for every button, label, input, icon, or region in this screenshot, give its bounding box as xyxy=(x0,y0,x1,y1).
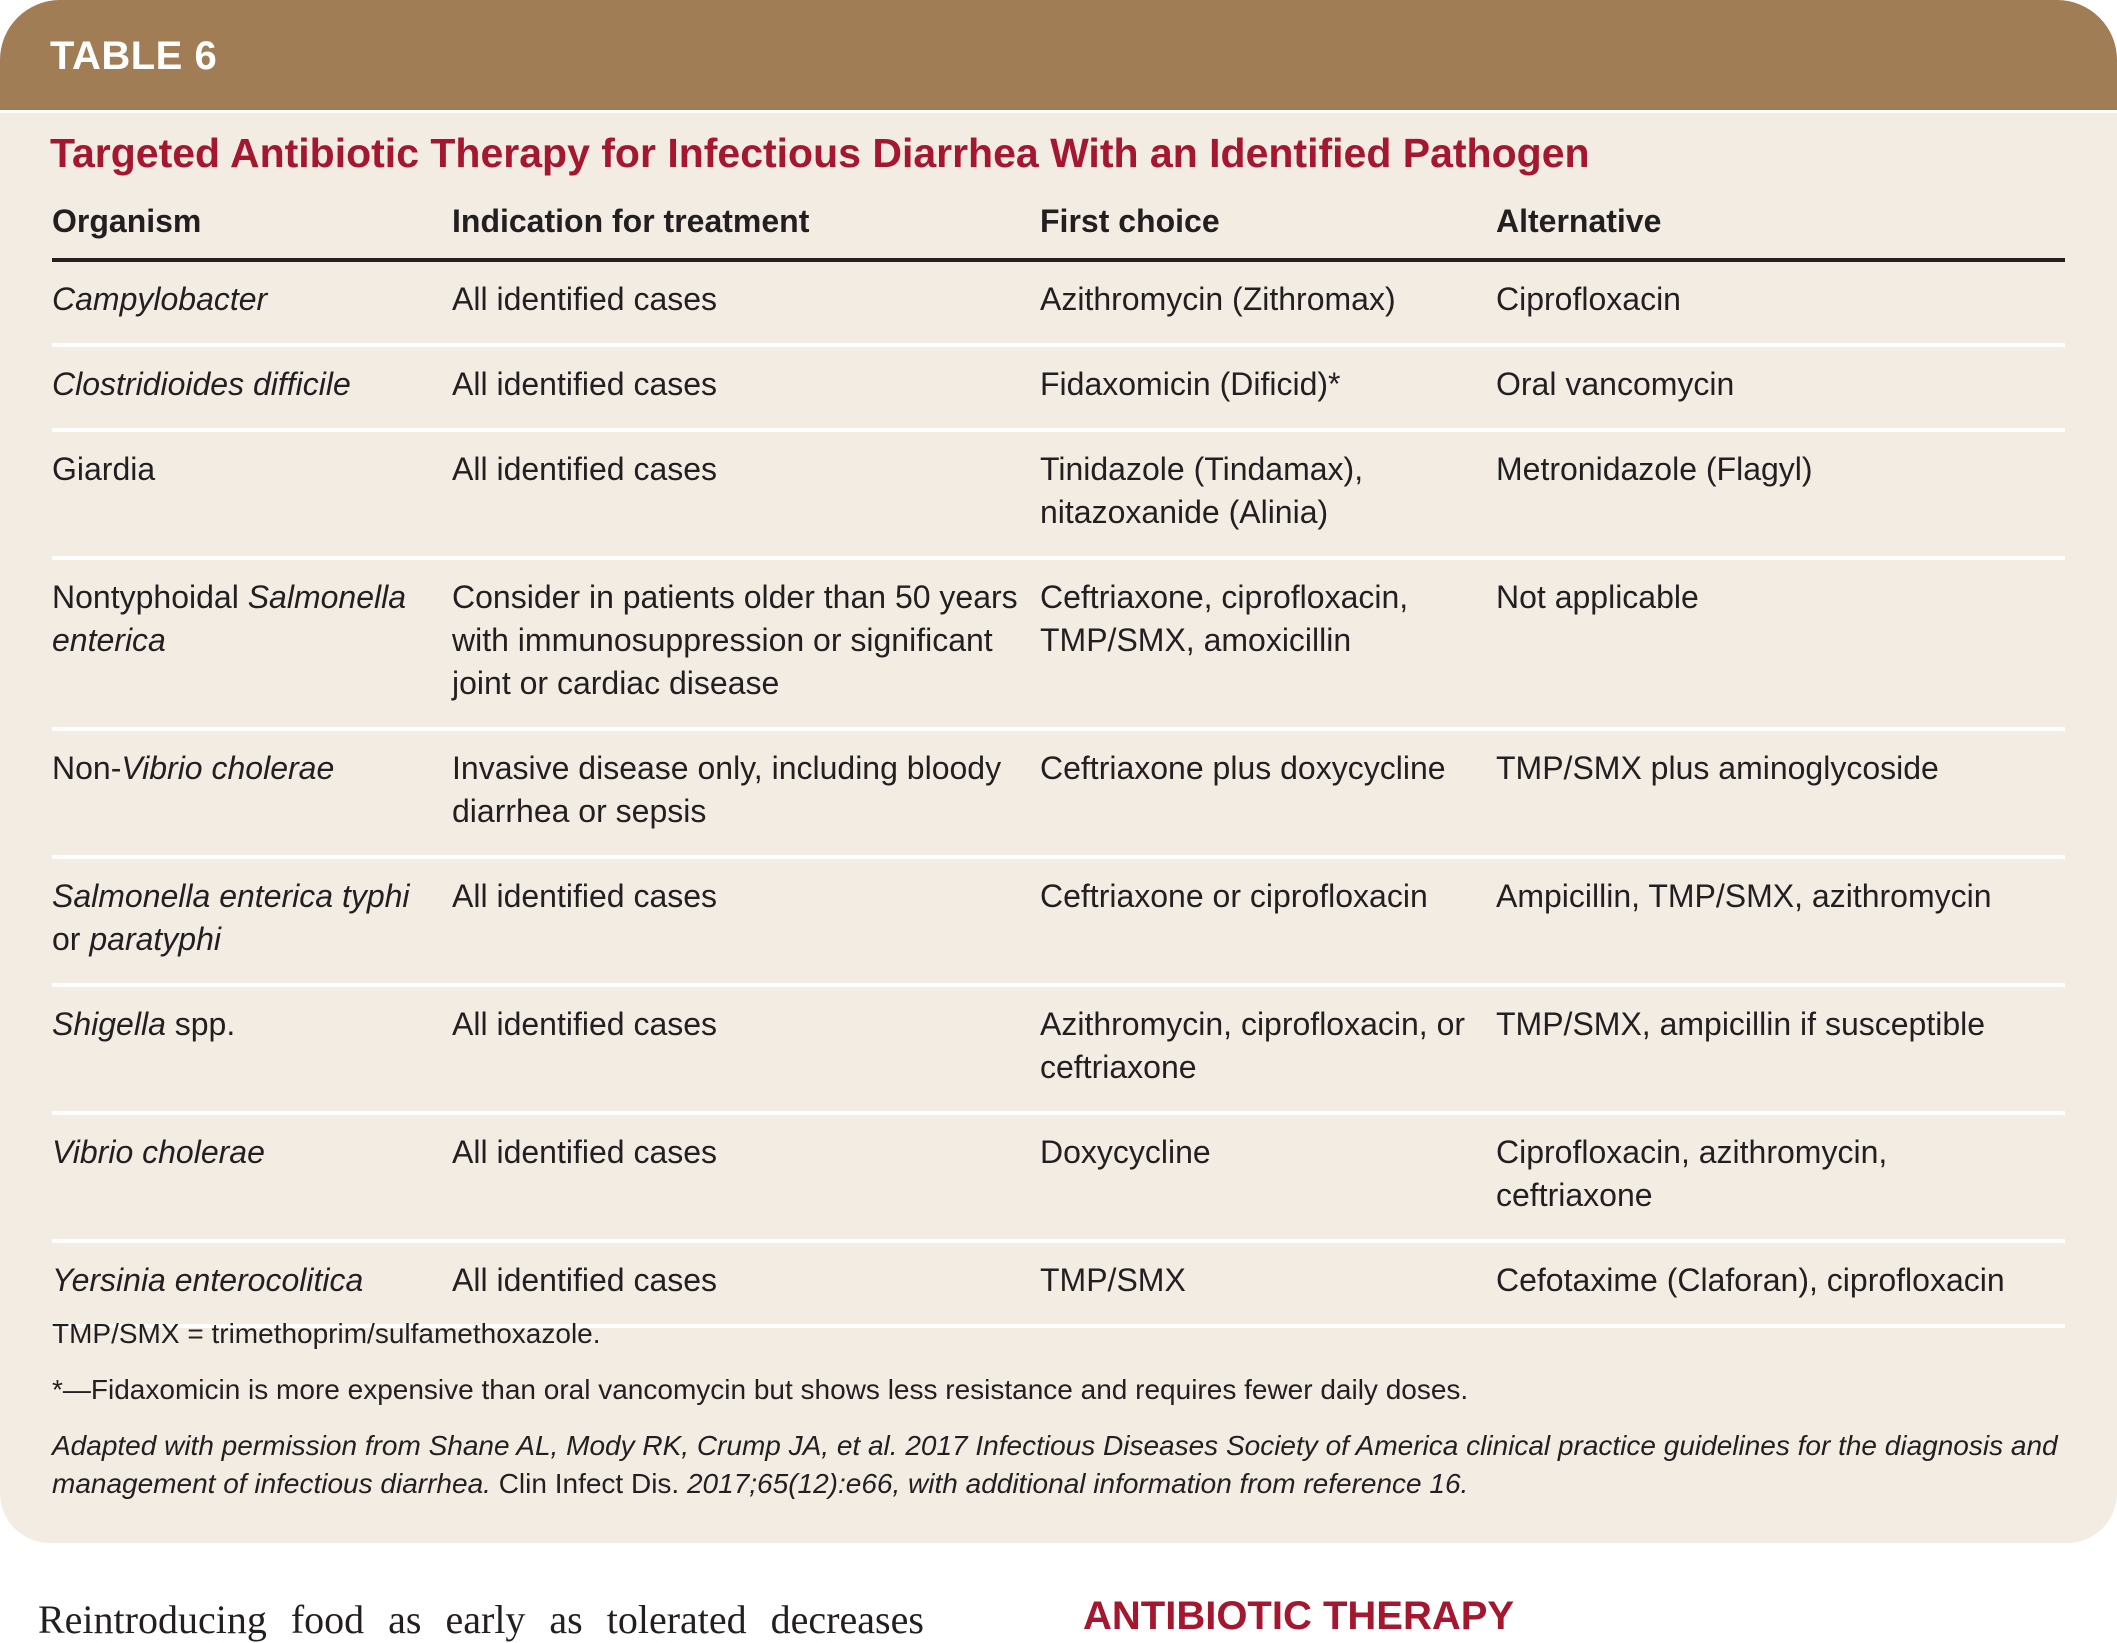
cell-first-choice: Azithromycin (Zithromax) xyxy=(1040,260,1496,345)
table-row xyxy=(52,1241,2065,1326)
organism-name-part: spp. xyxy=(165,1006,236,1042)
cell-alternative: Not applicable xyxy=(1496,558,2065,729)
table-title: Targeted Antibiotic Therapy for Infectious Diarrhea With an Identified Pathogen xyxy=(50,130,1590,176)
cell-first-choice: Tinidazole (Tindamax), nitazoxanide (Alinia) xyxy=(1040,430,1496,558)
cell-first-choice: Ceftriaxone or ciprofloxacin xyxy=(1040,857,1496,985)
cell-indication: Consider in patients older than 50 years with immunosuppression or significant joint or cardiac disease xyxy=(452,558,1040,729)
cell-alternative: Cefotaxime (Claforan), ciprofloxacin xyxy=(1496,1241,2065,1326)
organism-name-part: Non- xyxy=(52,750,122,786)
source-additional: with additional information from reference 16. xyxy=(900,1468,1469,1499)
cell-indication: All identified cases xyxy=(452,1241,1040,1326)
table-body xyxy=(52,260,2065,1326)
table-row xyxy=(52,857,2065,985)
cell-organism xyxy=(52,1113,452,1241)
column-header-indication: Indication for treatment xyxy=(452,198,1040,260)
therapy-table xyxy=(52,198,2065,1328)
table-row xyxy=(52,729,2065,857)
table-label: TABLE 6 xyxy=(50,34,218,78)
table-label-band xyxy=(0,0,2117,113)
source-journal: Clin Infect Dis. xyxy=(490,1468,680,1499)
cell-organism xyxy=(52,430,452,558)
column-header-organism: Organism xyxy=(52,198,452,260)
cell-indication: All identified cases xyxy=(452,260,1040,345)
cell-indication: All identified cases xyxy=(452,857,1040,985)
organism-name-part: Yersinia enterocolitica xyxy=(52,1262,364,1298)
table-row xyxy=(52,430,2065,558)
cell-indication: Invasive disease only, including bloody diarrhea or sepsis xyxy=(452,729,1040,857)
cell-indication: All identified cases xyxy=(452,985,1040,1113)
cell-first-choice: TMP/SMX xyxy=(1040,1241,1496,1326)
article-body-text: Reintroducing food as early as tolerated decreases xyxy=(38,1597,924,1642)
footnotes xyxy=(52,1315,2072,1503)
column-header-first-choice: First choice xyxy=(1040,198,1496,260)
abbreviation-note: TMP/SMX = trimethoprim/sulfamethoxazole. xyxy=(52,1318,601,1349)
cell-alternative: Metronidazole (Flagyl) xyxy=(1496,430,2065,558)
cell-alternative: Ciprofloxacin xyxy=(1496,260,2065,345)
source-citation: 2017;65(12):e66, xyxy=(679,1468,901,1499)
organism-name-part: Clostridioides difficile xyxy=(52,366,351,402)
table-row xyxy=(52,558,2065,729)
organism-name-part: Vibrio cholerae xyxy=(121,750,335,786)
cell-alternative: TMP/SMX, ampicillin if susceptible xyxy=(1496,985,2065,1113)
table-row xyxy=(52,345,2065,430)
cell-first-choice: Ceftriaxone plus doxycycline xyxy=(1040,729,1496,857)
organism-name-part: Nontyphoidal xyxy=(52,579,248,615)
cell-organism xyxy=(52,985,452,1113)
organism-name-part: paratyphi xyxy=(89,921,221,957)
organism-name-part: Shigella xyxy=(52,1006,166,1042)
cell-alternative: Oral vancomycin xyxy=(1496,345,2065,430)
organism-name-part: Vibrio cholerae xyxy=(52,1134,265,1170)
cell-organism xyxy=(52,729,452,857)
organism-name-part: Giardia xyxy=(52,451,156,487)
cell-indication: All identified cases xyxy=(452,345,1040,430)
cell-organism xyxy=(52,345,452,430)
column-header-alternative: Alternative xyxy=(1496,198,2065,260)
organism-name-part: Salmonella enterica xyxy=(52,579,406,658)
cell-organism xyxy=(52,1241,452,1326)
asterisk-note: *—Fidaxomicin is more expensive than oral vancomycin but shows less resistance and requires fewer daily doses. xyxy=(52,1374,1469,1405)
cell-first-choice: Fidaxomicin (Dificid)* xyxy=(1040,345,1496,430)
cell-organism xyxy=(52,857,452,985)
header-row xyxy=(52,198,2065,260)
cell-indication: All identified cases xyxy=(452,430,1040,558)
table-row xyxy=(52,1113,2065,1241)
section-heading: ANTIBIOTIC THERAPY xyxy=(1083,1594,1515,1638)
cell-indication: All identified cases xyxy=(452,1113,1040,1241)
cell-first-choice: Doxycycline xyxy=(1040,1113,1496,1241)
table-row xyxy=(52,985,2065,1113)
cell-organism xyxy=(52,260,452,345)
source-text: Adapted with permission from Shane AL, Mody RK, Crump JA, et al. 2017 Infectious Diseases Society of America clinical practice guidelines for the diagnosis and management of infectious diarrhea. xyxy=(52,1430,2058,1499)
source-note xyxy=(52,1427,2072,1503)
cell-first-choice: Azithromycin, ciprofloxacin, or ceftriaxone xyxy=(1040,985,1496,1113)
organism-name-part: Campylobacter xyxy=(52,281,268,317)
cell-first-choice: Ceftriaxone, ciprofloxacin, TMP/SMX, amoxicillin xyxy=(1040,558,1496,729)
table-row xyxy=(52,260,2065,345)
organism-name-part: or xyxy=(52,921,90,957)
cell-organism xyxy=(52,558,452,729)
cell-alternative: Ciprofloxacin, azithromycin, ceftriaxone xyxy=(1496,1113,2065,1241)
cell-alternative: TMP/SMX plus aminoglycoside xyxy=(1496,729,2065,857)
organism-name-part: Salmonella enterica typhi xyxy=(52,878,410,914)
cell-alternative: Ampicillin, TMP/SMX, azithromycin xyxy=(1496,857,2065,985)
